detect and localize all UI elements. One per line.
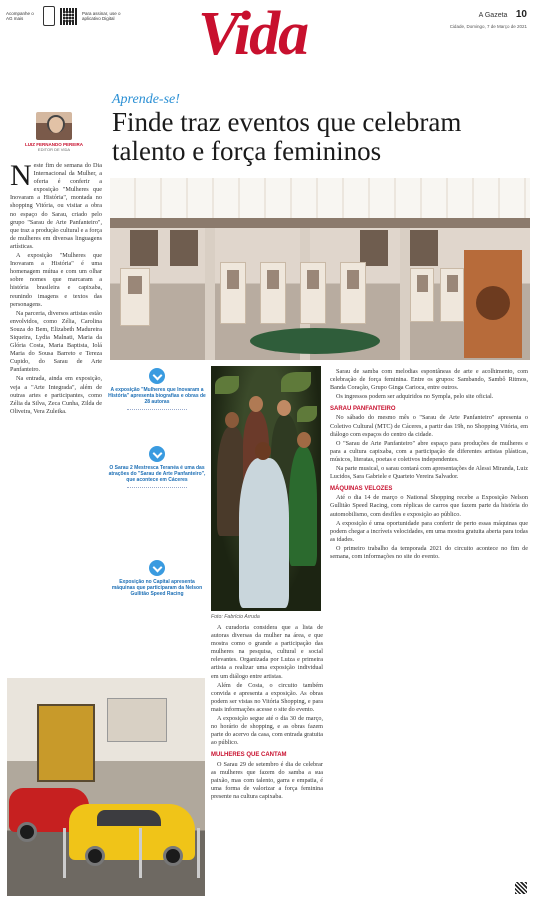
paragraph: Na parceria, diversos artistas estão envolvidos, como Zélia, Carolina Souza do Bem, Elizabeth Madureira Siqueira, Lydia Malnati, Maria da Glória Costa, Maria Baptista, Iolá Maria do Sousa Barreto e Tereza Cupido, do Sarau de Arte Panfanteiro. — [10, 309, 102, 374]
article-kicker: Aprende-se! — [112, 92, 180, 107]
promo-racing[interactable] — [108, 560, 206, 597]
band-photo — [211, 366, 321, 611]
paragraph: O "Sarau de Arte Panfanteiro" abre espaço para produções de mulheres e para a cultura capixaba, com a participação de diferentes artistas plásticas, músicos, literatas, poetas e coletivos independentes. — [330, 439, 528, 463]
article-column-2 — [211, 624, 323, 896]
brand-name: A Gazeta — [478, 12, 508, 19]
subhead-sarau: SARAU PANFANTEIRO — [330, 406, 396, 413]
arrow-down-icon — [149, 560, 165, 576]
page-header — [0, 0, 535, 82]
article-headline: Finde traz eventos que celebram talento e força femininos — [112, 107, 462, 166]
section-title: Vida — [198, 0, 308, 68]
photo-caption: Foto: Fabrício Arruda — [211, 614, 260, 620]
arrow-down-icon — [149, 368, 165, 384]
exhibition-photo — [110, 178, 530, 360]
paragraph: este fim de semana do Dia Internacional da Mulher, a oferta é conferir a exposição "Mulheres que Inovaram a História", montada no shopping Vitória, ou visitar a obra no espaço do Sarau, criado pelo grupo "Sarau de Arte Panfanteiro", que traz a produção cultural e a força de mulheres em diversas linguagens artísticas. — [10, 162, 102, 250]
author-name: LUIZ FERNANDO PEREIRA — [24, 142, 83, 147]
paragraph: Na parte musical, o sarau contará com apresentações de Alessi Miranda, Luiz Lucidos, Sara Gabriele e Quarteto Vereira Salvador. — [330, 465, 528, 481]
issue-date: Cidade, Domingo, 7 de Março de 2021 — [449, 24, 527, 29]
arrow-down-icon — [149, 446, 165, 462]
subscribe-label: Para assinar, use o aplicativo Digital — [82, 11, 121, 21]
header-meta — [450, 4, 527, 29]
author-avatar — [36, 112, 72, 140]
author-block — [10, 112, 98, 152]
paragraph: A curadoria considera que a lista de autoras diversas da mulher na área, e que mostra como o grande a participação das mulheres na pesquisa, cultural e social relevantes. Organizada por Luiza e primeira artista a realizar uma exposição individual em um diálogo entre artistas. — [211, 624, 323, 680]
paragraph: A exposição segue até o dia 30 de março, no horário de shopping, e as obras fazem parte do acervo da casa, com entrada gratuita ao público. — [211, 715, 323, 747]
author-role: EDITOR DE VIDA — [37, 147, 71, 152]
page-footer — [515, 882, 527, 894]
header-promo — [6, 6, 122, 26]
paragraph: O primeiro trabalho da temporada 2021 do circuito acontece no fim de semana, com informações no site do evento. — [330, 544, 528, 560]
promo-sarau[interactable] — [108, 446, 206, 488]
paragraph: Além de Costa, o circuito também convida e apresenta a exposição. As obras podem ser vistas no Vitória Shopping, e para mais informações acesse o site do evento. — [211, 681, 323, 713]
page-number: 10 — [515, 9, 527, 20]
paragraph: Os ingressos podem ser adquiridos no Sympla, pelo site oficial. — [336, 393, 494, 401]
promo-text: A exposição "Mulheres que Inovaram a História" apresenta biografias e obras de 28 autoras — [108, 387, 206, 405]
paragraph: O Sarau 29 de setembro é dia de celebrar as mulheres que fazem do samba a sua paixão, mas com talento, garra e empatia, é uma forma de valorizar a força feminina presente na cultura capixaba. — [211, 760, 323, 800]
drop-cap: N — [10, 162, 32, 192]
subhead-maquinas: MÁQUINAS VELOZES — [330, 486, 393, 493]
article-column-3 — [330, 368, 528, 888]
qr-code-icon — [60, 8, 77, 25]
racing-cars-photo — [7, 678, 205, 896]
subhead-mulheres: MULHERES QUE CANTAM — [211, 752, 287, 759]
paragraph: Até o dia 14 de março o National Shopping recebe a Exposição Nelson Gullitão Speed Racing, com réplicas de carros que fazem parte da história do automobilismo, com desfiles e exposição ao público. — [330, 494, 528, 518]
paragraph: A exposição é uma oportunidade para conferir de perto essas máquinas que podem chegar a incríveis velocidades, em uma mostra gratuita aberta para todas as idades. — [330, 519, 528, 543]
promo-exhibition[interactable] — [108, 368, 206, 410]
promo-text: O Sarau 2 Mestresca Teranéa é uma das atrações do "Sarau de Arte Panfanteiro", que acontece em Cáceres — [108, 465, 206, 483]
paragraph: Sarau de samba com melodias espontâneas de arte e acolhimento, com celebração de força feminina. Entre os grupos: Sambando, Sambô Ritmos, Banda Coração, Grupo Ginga Carioca, entre outros. — [330, 368, 528, 392]
paragraph: No sábado do mesmo mês o "Sarau de Arte Panfanteiro" apresenta o Coletivo Cultural (MTC) de Cáceres, a partir das 19h, no Shopping Vitória, em diálogo com espaços do centro da cidade. — [330, 414, 528, 438]
paragraph: A exposição "Mulheres que Inovaram a História" é uma homenagem mútua e com um olhar sobre nomes que marcaram a história brasileira e capixaba, reunindo imagens e textos das personagens. — [10, 252, 102, 308]
qr-code-icon — [515, 882, 527, 894]
phone-icon — [43, 6, 55, 26]
paragraph: Na entrada, ainda em exposição, veja a "Arte Integrada", além de outras artes e participantes, como Zélia da Silva, Zeca Cunha, Zilda de Oliveira, Vera Zuleika. — [10, 375, 102, 415]
promo-text: Exposição no Capital apresenta máquinas que participaram da Nelson Gullitão Speed Racing — [111, 579, 203, 597]
article-column-1 — [10, 162, 102, 672]
app-promo-label: Acompanhe o AG mais — [6, 11, 34, 21]
